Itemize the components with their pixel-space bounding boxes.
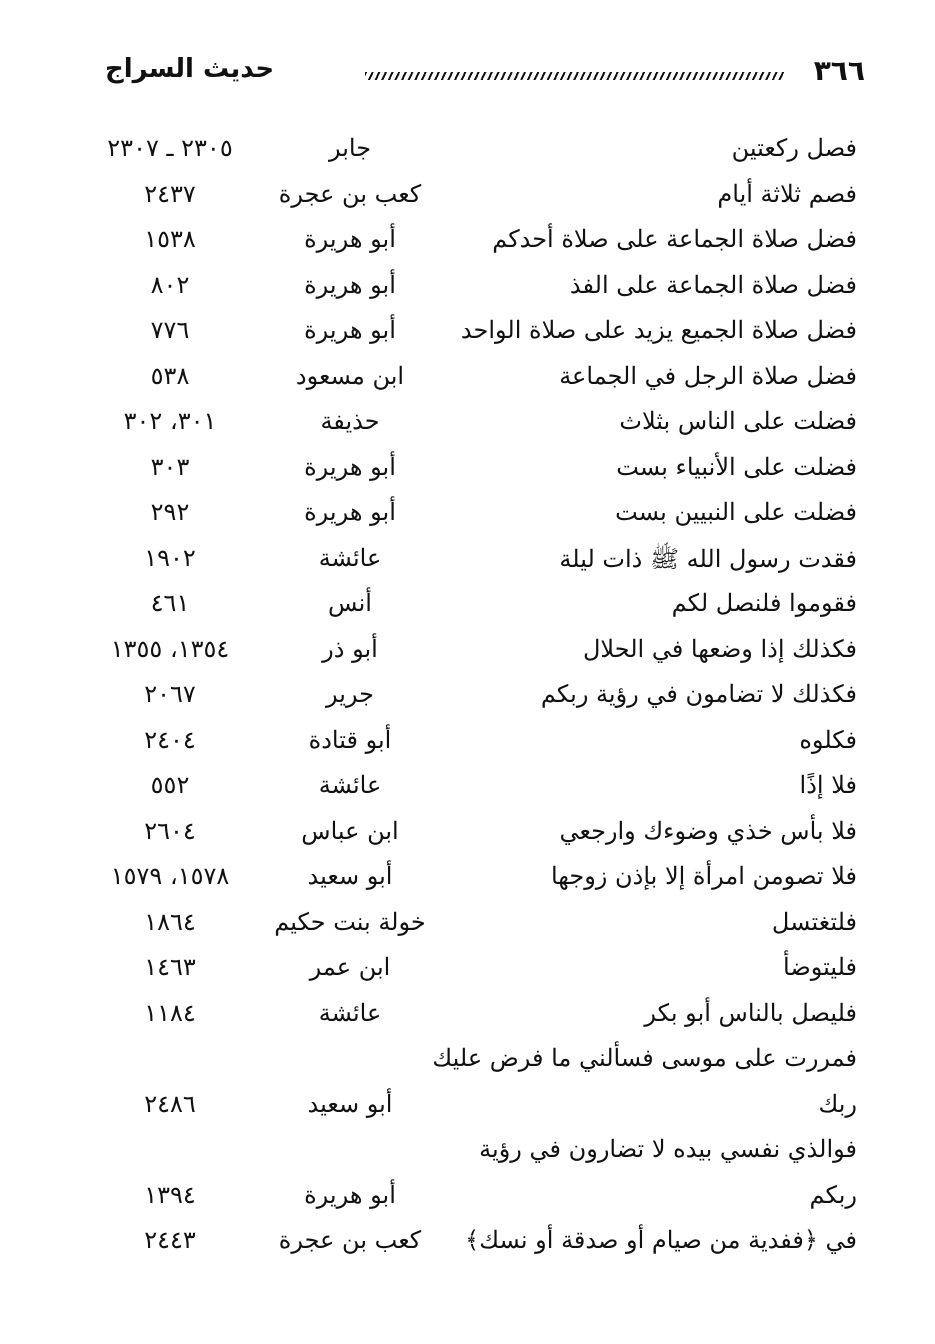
hadith-number: ٣٠١، ٣٠٢ xyxy=(123,407,217,435)
hadith-text: فصم ثلاثة أيام xyxy=(717,179,857,208)
hadith-text: فضل صلاة الجماعة على الفذ xyxy=(569,270,857,299)
hadith-number: ١٤٦٣ xyxy=(144,953,196,981)
index-row xyxy=(0,811,935,857)
hadith-text: فضل صلاة الجماعة على صلاة أحدكم xyxy=(492,225,857,253)
narrator-name: ابن مسعود xyxy=(295,361,405,390)
hadith-text: فمررت على موسى فسألني ما فرض عليك xyxy=(432,1044,857,1072)
index-row xyxy=(0,993,935,1039)
index-row xyxy=(0,856,935,902)
hadith-text: في ﴿ففدية من صيام أو صدقة أو نسك﴾ xyxy=(465,1226,857,1254)
hadith-text: فضلت على الأنبياء بست xyxy=(616,452,857,481)
narrator-name: ابن عباس xyxy=(301,816,399,845)
hadith-number: ٨٠٢ xyxy=(150,270,190,299)
narrator-name: أبو هريرة xyxy=(304,316,396,344)
narrator-name: أبو قتادة xyxy=(308,725,392,754)
hadith-number: ١٨٦٤ xyxy=(144,907,196,936)
page-number: ٣٦٦ xyxy=(813,54,865,87)
narrator-name: جرير xyxy=(326,680,374,708)
hadith-text: ربك xyxy=(818,1089,857,1118)
hadith-number: ٥٥٢ xyxy=(150,771,190,799)
narrator-name: عائشة xyxy=(318,998,382,1027)
index-row xyxy=(0,265,935,311)
index-row xyxy=(0,174,935,220)
hadith-text: فقدت رسول الله ﷺ ذات ليلة xyxy=(559,544,857,573)
hadith-number: ٥٣٨ xyxy=(150,361,190,390)
hadith-number: ١٥٣٨ xyxy=(144,225,196,253)
page-header xyxy=(0,50,935,100)
index-row xyxy=(0,629,935,675)
hadith-number: ٣٠٣ xyxy=(150,452,190,481)
hadith-number: ٤٦١ xyxy=(150,589,190,617)
narrator-name: كعب بن عجرة xyxy=(278,179,422,208)
hadith-number: ٢٩٢ xyxy=(150,498,190,526)
narrator-name: أبو هريرة xyxy=(304,225,396,253)
hadith-number: ٢٣٠٥ ـ ٢٣٠٧ xyxy=(107,134,233,162)
hadith-text: فضلت على الناس بثلاث xyxy=(619,407,857,435)
hadith-number: ٢٤٠٤ xyxy=(144,725,196,754)
index-row xyxy=(0,128,935,174)
index-row xyxy=(0,447,935,493)
hadith-number: ١٣٩٤ xyxy=(144,1180,196,1209)
hadith-text: ربكم xyxy=(809,1180,857,1209)
hadith-text: فوالذي نفسي بيده لا تضارون في رؤية xyxy=(479,1135,857,1163)
index-row xyxy=(0,1175,935,1221)
hadith-number: ١٥٧٨، ١٥٧٩ xyxy=(110,862,230,890)
narrator-name: أبو ذر xyxy=(322,634,378,663)
hadith-number: ١٣٥٤، ١٣٥٥ xyxy=(110,634,230,663)
index-row xyxy=(0,401,935,447)
narrator-name: أنس xyxy=(328,589,372,617)
hadith-number: ٢٦٠٤ xyxy=(144,816,196,845)
index-row xyxy=(0,902,935,948)
hadith-text: فضل صلاة الرجل في الجماعة xyxy=(559,361,857,390)
index-row xyxy=(0,1084,935,1130)
hadith-number: ٢٠٦٧ xyxy=(144,680,196,708)
index-row xyxy=(0,1038,935,1084)
narrator-name: عائشة xyxy=(318,543,382,572)
hadith-number: ٢٤٤٣ xyxy=(144,1226,196,1254)
index-row xyxy=(0,538,935,584)
hadith-text: فليصل بالناس أبو بكر xyxy=(644,998,857,1027)
hadith-text: فكلوه xyxy=(799,725,857,754)
index-row xyxy=(0,720,935,766)
narrator-name: كعب بن عجرة xyxy=(278,1226,422,1254)
hadith-number: ١٩٠٢ xyxy=(144,543,196,572)
narrator-name: أبو هريرة xyxy=(304,270,396,299)
hadith-text: فكذلك إذا وضعها في الحلال xyxy=(582,634,857,663)
hadith-text: فليتوضأ xyxy=(783,953,857,981)
running-title: حديث السراج xyxy=(105,54,275,84)
index-row xyxy=(0,947,935,993)
index-row xyxy=(0,583,935,629)
hadith-text: فضلت على النبيين بست xyxy=(615,498,857,526)
hadith-text: فلا بأس خذي وضوءك وارجعي xyxy=(559,816,857,845)
hadith-number: ٧٧٦ xyxy=(150,316,190,344)
index-row xyxy=(0,310,935,356)
index-row xyxy=(0,1220,935,1266)
narrator-name: أبو هريرة xyxy=(304,1180,396,1209)
narrator-name: أبو هريرة xyxy=(304,452,396,481)
hadith-text: فلتغتسل xyxy=(771,907,857,936)
hadith-text: فلا تصومن امرأة إلا بإذن زوجها xyxy=(550,862,857,890)
narrator-name: حذيفة xyxy=(320,407,380,435)
narrator-name: خولة بنت حكيم xyxy=(274,907,426,936)
narrator-name: أبو هريرة xyxy=(304,498,396,526)
index-row xyxy=(0,219,935,265)
index-row xyxy=(0,492,935,538)
hadith-text: فقوموا فلنصل لكم xyxy=(671,589,857,617)
index-table xyxy=(0,128,935,1266)
narrator-name: أبو سعيد xyxy=(307,862,393,890)
hadith-number: ٢٤٣٧ xyxy=(144,179,196,208)
hadith-text: فكذلك لا تضامون في رؤية ربكم xyxy=(540,680,857,708)
header-rule xyxy=(365,72,785,80)
index-row xyxy=(0,674,935,720)
index-row xyxy=(0,1129,935,1175)
hadith-text: فضل صلاة الجميع يزيد على صلاة الواحد xyxy=(460,316,857,344)
hadith-text: فصل ركعتين xyxy=(731,134,857,162)
hadith-number: ٢٤٨٦ xyxy=(144,1089,196,1118)
hadith-number: ١١٨٤ xyxy=(144,998,196,1027)
narrator-name: أبو سعيد xyxy=(307,1089,393,1118)
narrator-name: ابن عمر xyxy=(309,953,391,981)
index-row xyxy=(0,765,935,811)
narrator-name: عائشة xyxy=(318,771,382,799)
index-row xyxy=(0,356,935,402)
hadith-text: فلا إذًا xyxy=(799,771,857,799)
narrator-name: جابر xyxy=(328,134,372,162)
